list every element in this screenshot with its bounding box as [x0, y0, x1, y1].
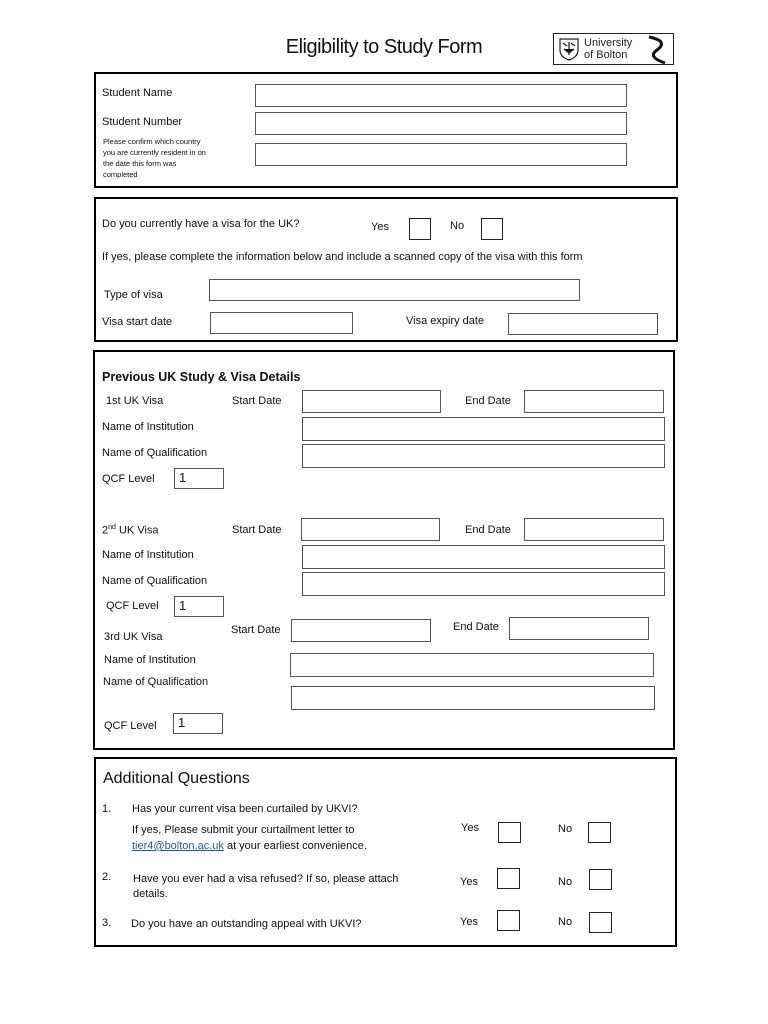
student-number-field[interactable] — [255, 112, 627, 135]
visa3-qcf-field[interactable]: 1 — [173, 713, 223, 734]
visa1-end-field[interactable] — [524, 390, 664, 413]
visa-type-label: Type of visa — [104, 289, 163, 301]
q2-yes-checkbox[interactable] — [497, 868, 520, 889]
q3-no-label: No — [558, 916, 573, 928]
student-name-field[interactable] — [255, 84, 627, 107]
previous-study-heading: Previous UK Study & Visa Details — [102, 370, 301, 384]
q1-yes-checkbox[interactable] — [498, 822, 521, 843]
q1-yes-label: Yes — [461, 822, 479, 834]
visa2-institution-field[interactable] — [302, 545, 665, 569]
visa1-institution-field[interactable] — [302, 417, 665, 441]
q1-no-checkbox[interactable] — [588, 822, 611, 843]
visa3-institution-label: Name of Institution — [104, 654, 196, 666]
visa2-end-field[interactable] — [524, 518, 664, 541]
q2-text: Have you ever had a visa refused? If so, please attach — [133, 873, 399, 885]
q1-no-label: No — [558, 823, 573, 835]
q1-instruction: If yes, Please submit your curtailment letter to — [132, 824, 355, 836]
visa1-qcf-field[interactable]: 1 — [174, 468, 224, 489]
additional-questions-heading: Additional Questions — [103, 770, 250, 787]
swoosh-icon — [645, 35, 671, 65]
visa-expiry-field[interactable] — [508, 313, 658, 335]
visa2-end-label: End Date — [465, 524, 511, 536]
visa-start-label: Visa start date — [102, 316, 173, 328]
visa2-label: 2nd UK Visa — [102, 524, 159, 537]
q3-no-checkbox[interactable] — [589, 912, 612, 933]
student-name-label: Student Name — [102, 87, 173, 99]
q1-text: Has your current visa been curtailed by UKVI? — [132, 803, 358, 815]
visa3-qualification-label: Name of Qualification — [103, 676, 209, 688]
visa3-institution-field[interactable] — [290, 653, 654, 677]
q1-instruction-line2: tier4@bolton.ac.uk at your earliest convenience. — [132, 840, 367, 852]
visa-start-field[interactable] — [210, 312, 353, 334]
q2-no-checkbox[interactable] — [589, 869, 612, 890]
visa1-end-label: End Date — [465, 395, 511, 407]
visa1-label: 1st UK Visa — [106, 395, 164, 407]
student-number-label: Student Number — [102, 116, 183, 128]
visa3-end-label: End Date — [453, 621, 499, 633]
visa3-start-field[interactable] — [291, 619, 431, 642]
q1-number: 1. — [102, 803, 112, 815]
visa2-qualification-label: Name of Qualification — [102, 575, 208, 587]
q3-yes-label: Yes — [460, 916, 478, 928]
visa1-institution-label: Name of Institution — [102, 421, 194, 433]
visa-no-checkbox[interactable] — [481, 218, 503, 240]
q2-number: 2. — [102, 871, 112, 883]
visa1-qualification-field[interactable] — [302, 444, 665, 468]
visa2-qualification-field[interactable] — [302, 572, 665, 596]
q3-text: Do you have an outstanding appeal with UKVI? — [131, 918, 362, 930]
visa2-institution-label: Name of Institution — [102, 549, 194, 561]
visa1-qualification-label: Name of Qualification — [102, 447, 208, 459]
visa3-label: 3rd UK Visa — [104, 631, 163, 643]
visa1-start-label: Start Date — [232, 395, 282, 407]
visa3-qualification-field[interactable] — [291, 686, 655, 710]
q3-yes-checkbox[interactable] — [497, 910, 520, 931]
visa-yes-checkbox[interactable] — [409, 218, 431, 240]
visa-type-field[interactable] — [209, 279, 580, 301]
q2-yes-label: Yes — [460, 876, 478, 888]
visa1-qcf-label: QCF Level — [102, 473, 155, 485]
visa1-start-field[interactable] — [302, 390, 441, 413]
visa2-start-field[interactable] — [301, 518, 440, 541]
crest-icon — [558, 37, 580, 61]
country-field[interactable] — [255, 143, 627, 166]
visa-question: Do you currently have a visa for the UK? — [102, 218, 300, 230]
visa3-qcf-label: QCF Level — [104, 720, 157, 732]
q2-text-line2: details. — [133, 888, 168, 900]
visa2-start-label: Start Date — [232, 524, 282, 536]
visa-no-label: No — [450, 220, 465, 232]
visa3-end-field[interactable] — [509, 617, 649, 640]
logo-text: University of Bolton — [584, 37, 633, 61]
university-logo — [553, 33, 674, 65]
q2-no-label: No — [558, 876, 573, 888]
visa-expiry-label: Visa expiry date — [406, 315, 485, 327]
q3-number: 3. — [102, 917, 112, 929]
visa-instruction: If yes, please complete the information below and include a scanned copy of the visa with this form — [102, 251, 583, 263]
visa-yes-label: Yes — [371, 221, 389, 233]
visa2-qcf-field[interactable]: 1 — [174, 596, 224, 617]
visa3-start-label: Start Date — [231, 624, 281, 636]
page-title: Eligibility to Study Form — [285, 36, 483, 58]
visa2-qcf-label: QCF Level — [106, 600, 159, 612]
curtailment-email-link[interactable]: tier4@bolton.ac.uk — [132, 840, 224, 852]
country-label: Please confirm which country you are currently resident in on the date this form was completed — [103, 137, 206, 179]
